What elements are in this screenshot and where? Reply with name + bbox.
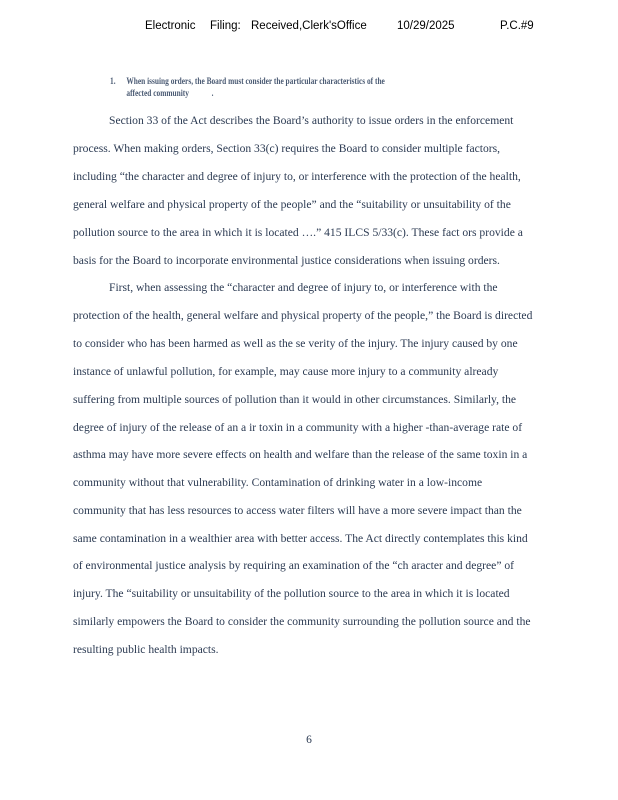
body-line: instance of unlawful pollution, for example, may cause more injury to a community already — [73, 365, 499, 378]
header-pc-number: P.C.#9 — [500, 20, 534, 32]
filing-header — [0, 20, 618, 36]
body-line: resulting public health impacts. — [73, 643, 219, 656]
body-line: pollution source to the area in which it is located ….” 415 ILCS 5/33(c). These fact ors provide a — [73, 226, 523, 239]
section-heading-line-2: affected community — [126, 88, 189, 98]
header-received: Received,Clerk'sOffice — [251, 20, 367, 32]
page-number: 6 — [306, 734, 312, 746]
body-line: to consider who has been harmed as well as the se verity of the injury. The injury caused by one — [73, 337, 518, 350]
body-line: including “the character and degree of injury to, or interference with the protection of the health, — [73, 170, 521, 183]
body-line: degree of injury of the release of an a ir toxin in a community with a higher -than-average rate of — [73, 421, 523, 434]
section-heading-number: 1. — [110, 76, 116, 86]
section-heading-line-1: When issuing orders, the Board must consider the particular characteristics of the — [126, 76, 385, 86]
body-line: asthma may have more severe effects on health and welfare than the release of the same toxin in a — [73, 448, 528, 461]
section-heading-period: . — [211, 88, 214, 98]
body-line: protection of the health, general welfare and physical property of the people,” the Board is directed — [73, 309, 533, 322]
body-line: same contamination in a wealthier area with better access. The Act directly contemplates this kind — [73, 532, 528, 545]
body-line: process. When making orders, Section 33(c) requires the Board to consider multiple factors, — [73, 142, 501, 155]
body-line: First, when assessing the “character and degree of injury to, or interference with the — [109, 281, 498, 294]
section-heading-text — [126, 75, 405, 99]
body-line: suffering from multiple sources of pollution than it would in other circumstances. Similarly, the — [73, 393, 517, 406]
body-line: general welfare and physical property of the people” and the “suitability or unsuitability of the — [73, 198, 511, 211]
body-line: injury. The “suitability or unsuitability of the pollution source to the area in which it is located — [73, 587, 510, 600]
header-electronic: Electronic — [145, 20, 196, 32]
body-line: Section 33 of the Act describes the Board’s authority to issue orders in the enforcement — [109, 114, 514, 127]
body-line: similarly empowers the Board to consider the community surrounding the pollution source and the — [73, 615, 531, 628]
header-date: 10/29/2025 — [397, 20, 455, 32]
body-line: basis for the Board to incorporate environmental justice considerations when issuing orders. — [73, 254, 500, 267]
body-line: community that has less resources to access water filters will have a more severe impact than the — [73, 504, 522, 517]
header-filing: Filing: — [210, 20, 241, 32]
body-line: community without that vulnerability. Contamination of drinking water in a low-income — [73, 476, 483, 489]
body-line: of environmental justice analysis by requiring an examination of the “ch aracter and degree” of — [73, 559, 515, 572]
